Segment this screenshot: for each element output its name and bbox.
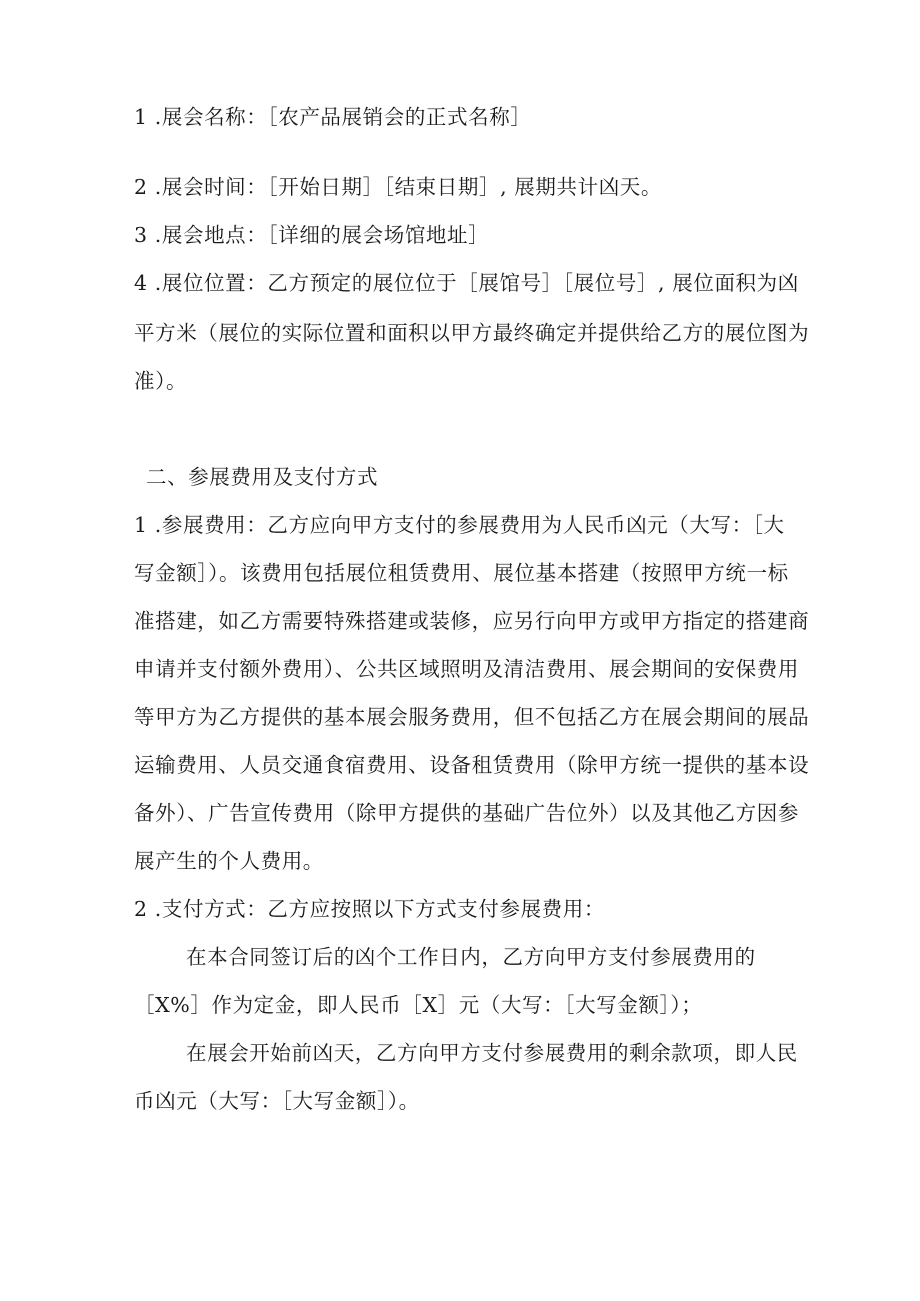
fee-paragraph-line: 准搭建，如乙方需要特殊搭建或装修，应另行向甲方或甲方指定的搭建商	[134, 609, 810, 633]
payment-deposit-line: 在本合同签订后的凶个工作日内，乙方向甲方支付参展费用的	[186, 945, 756, 969]
booth-position-line: 准）。	[134, 369, 188, 393]
booth-position-line: 平方米（展位的实际位置和面积以甲方最终确定并提供给乙方的展位图为	[134, 321, 810, 345]
fee-paragraph-line: 1 .参展费用：乙方应向甲方支付的参展费用为人民币凶元（大写：［大	[134, 513, 785, 537]
fee-paragraph-line: 等甲方为乙方提供的基本展会服务费用，但不包括乙方在展会期间的展品	[134, 705, 810, 729]
exhibition-name-item: 1 .展会名称：［农产品展销会的正式名称］	[134, 105, 532, 129]
exhibition-time-item: 2 .展会时间：［开始日期］［结束日期］, 展期共计凶天。	[134, 175, 663, 199]
payment-balance-line: 在展会开始前凶天，乙方向甲方支付参展费用的剩余款项，即人民	[186, 1041, 798, 1065]
fee-paragraph-line: 写金额］）。该费用包括展位租赁费用、展位基本搭建（按照甲方统一标	[134, 561, 789, 585]
booth-position-line: 4 .展位位置：乙方预定的展位位于［展馆号］［展位号］, 展位面积为凶	[134, 271, 799, 295]
fee-paragraph-line: 运输费用、人员交通食宿费用、设备租赁费用（除甲方统一提供的基本设	[134, 753, 810, 777]
fee-paragraph-line: 展产生的个人费用。	[134, 849, 324, 873]
exhibition-location-item: 3 .展会地点：［详细的展会场馆地址］	[134, 223, 490, 247]
payment-deposit-line: ［X%］作为定金，即人民币［X］元（大写：［大写金额］）；	[134, 993, 703, 1017]
fee-paragraph-line: 备外）、广告宣传费用（除甲方提供的基础广告位外）以及其他乙方因参	[134, 801, 799, 825]
fee-paragraph-line: 申请并支付额外费用）、公共区域照明及清洁费用、展会期间的安保费用	[134, 657, 799, 681]
payment-balance-line: 币凶元（大写：［大写金额］）。	[134, 1089, 420, 1113]
section-heading-fees: 二、参展费用及支付方式	[146, 465, 379, 489]
payment-method-title: 2 .支付方式：乙方应按照以下方式支付参展费用：	[134, 897, 605, 921]
